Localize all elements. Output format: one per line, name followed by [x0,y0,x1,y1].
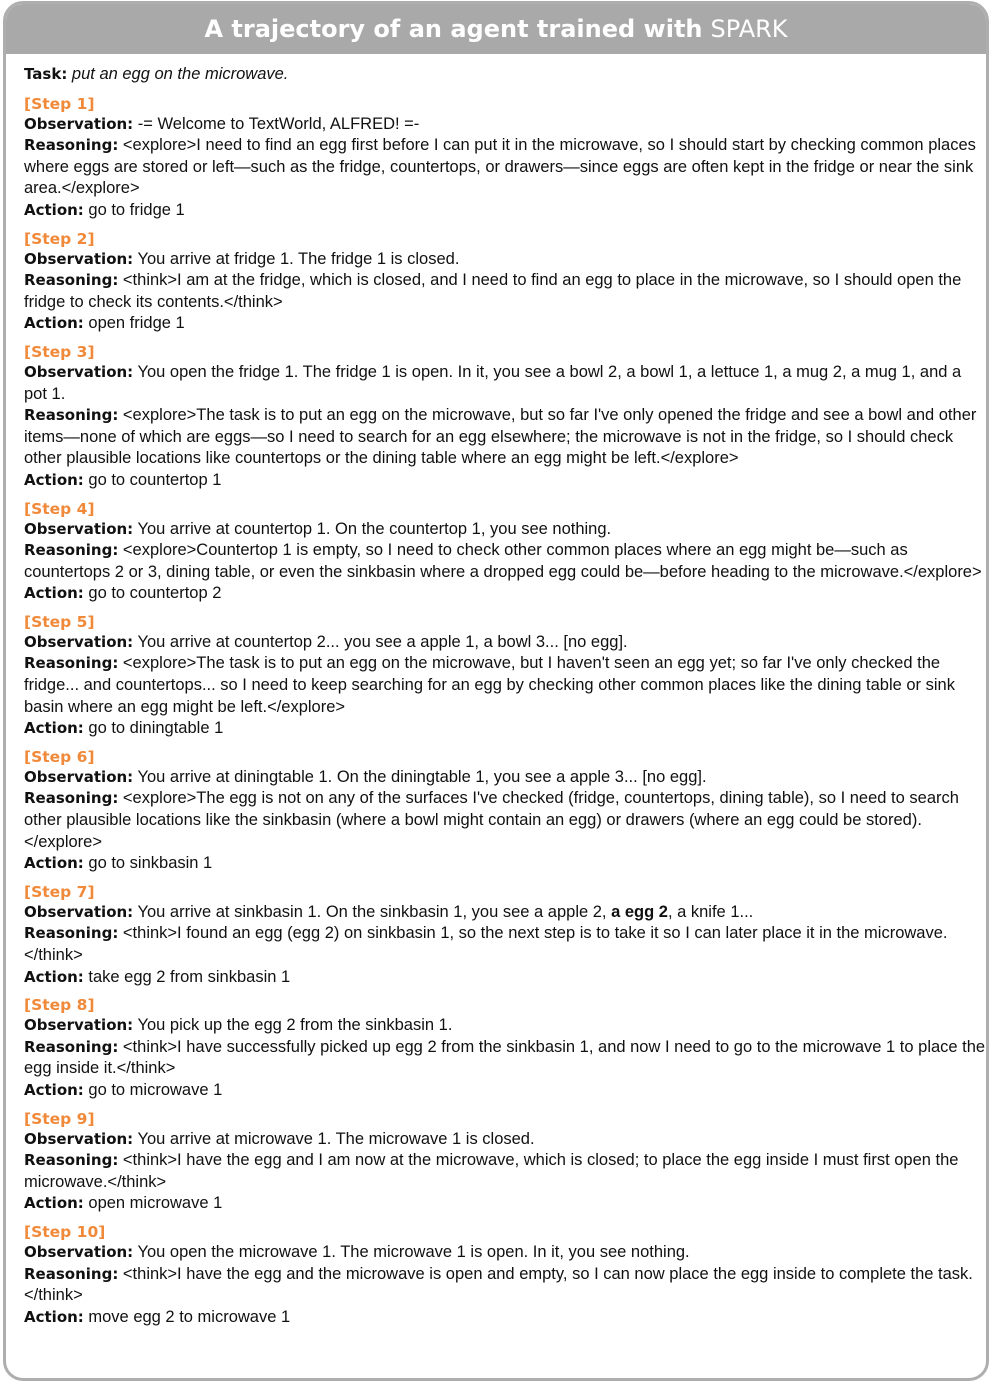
reasoning-text: <think>I have successfully picked up egg 2 from the sinkbasin 1, and now I need to go to the microwave 1 to place the egg inside it.</think> [24,1037,986,1078]
observation-text-tail: , a knife 1... [667,902,754,921]
step-label: [Step 2] [24,229,95,248]
reasoning-text: <explore>The task is to put an egg on the microwave, but I haven't seen an egg yet; so far I've only checked the fridge... and countertops... so I need to keep searching for an egg by checking other common places like the dining table or sink basin where an egg might be left.</explore> [24,654,955,716]
step-label: [Step 5] [24,612,95,631]
action-line [24,1193,986,1215]
observation-key: Observation: [24,362,134,381]
trajectory-content [6,54,986,1328]
reasoning-text: <think>I found an egg (egg 2) on sinkbasin 1, so the next step is to take it so I can later place it in the microwave.</think> [24,924,948,964]
observation-line [24,632,986,654]
observation-text: You arrive at fridge 1. The fridge 1 is closed. [137,249,460,268]
reasoning-key: Reasoning: [24,1264,119,1283]
action-key: Action: [24,719,84,738]
action-key: Action: [24,470,84,489]
observation-key: Observation: [24,249,134,268]
observation-line [24,249,986,271]
reasoning-text: <explore>The egg is not on any of the surfaces I've checked (fridge, countertops, dining table), so I need to search other plausible locations like the sinkbasin (where a bowl might contain an egg) or drawers (where an egg could be stored).</explore> [24,789,959,851]
observation-key: Observation: [24,902,134,921]
action-line [24,1307,986,1329]
observation-text: You arrive at diningtable 1. On the diningtable 1, you see a apple 3... [no egg]. [137,767,707,786]
action-text: open microwave 1 [88,1194,223,1213]
action-key: Action: [24,1194,84,1213]
observation-line [24,767,986,789]
action-line [24,583,986,605]
step-label: [Step 10] [24,1222,106,1241]
action-key: Action: [24,1307,84,1326]
reasoning-key: Reasoning: [24,789,119,808]
reasoning-text: <think>I have the egg and I am now at the microwave, which is closed; to place the egg inside I must first open the microwave.</think> [24,1151,959,1191]
observation-text: You open the fridge 1. The fridge 1 is open. In it, you see a bowl 2, a bowl 1, a lettuce 1, a mug 2, a mug 1, and a pot 1. [24,362,962,403]
observation-text: You arrive at countertop 2... you see a apple 1, a bowl 3... [no egg]. [137,632,628,651]
reasoning-text: <explore>The task is to put an egg on the microwave, but so far I've only opened the fridge and see a bowl and other items—none of which are eggs—so I need to search for an egg elsewhere; the microwave is not in the fridge, so I should check other plausible locations like countertops or the dining table where an egg might be left.</explore> [24,406,977,468]
reasoning-key: Reasoning: [24,654,119,673]
reasoning-line [24,788,986,853]
observation-key: Observation: [24,114,134,133]
header-brand: SPARK [710,15,788,43]
action-text: go to microwave 1 [88,1080,223,1099]
reasoning-key: Reasoning: [24,136,119,155]
reasoning-line [24,540,986,583]
reasoning-line [24,270,986,313]
reasoning-text: <explore>Countertop 1 is empty, so I need to check other common places where an egg might be—such as countertops 2 or 3, dining table, or even the sinkbasin where a dropped egg could be—before heading to the microwave.</explore> [24,541,982,581]
task-line [24,64,986,86]
card-header [6,4,986,54]
step-label: [Step 9] [24,1109,95,1128]
observation-text: -= Welcome to TextWorld, ALFRED! =- [137,114,420,133]
observation-key: Observation: [24,519,134,538]
observation-text: You pick up the egg 2 from the sinkbasin 1. [137,1016,453,1035]
step-label: [Step 7] [24,882,95,901]
step-label: [Step 8] [24,996,95,1015]
observation-text: You arrive at sinkbasin 1. On the sinkbasin 1, you see a apple 2, [137,902,612,921]
observation-key: Observation: [24,1016,134,1035]
reasoning-line [24,135,986,200]
step-label: [Step 6] [24,747,95,766]
reasoning-line [24,653,986,718]
reasoning-key: Reasoning: [24,1037,119,1056]
action-text: move egg 2 to microwave 1 [88,1307,291,1326]
action-line [24,1080,986,1102]
observation-line [24,519,986,541]
observation-text: You arrive at microwave 1. The microwave 1 is closed. [137,1129,535,1148]
trajectory-card [3,1,989,1381]
action-line [24,470,986,492]
observation-text: You arrive at countertop 1. On the countertop 1, you see nothing. [137,519,612,538]
action-text: go to countertop 1 [88,470,222,489]
reasoning-line [24,923,986,966]
reasoning-line [24,1150,986,1193]
reasoning-key: Reasoning: [24,271,119,290]
action-line [24,967,986,989]
action-key: Action: [24,584,84,603]
action-key: Action: [24,967,84,986]
observation-text: You open the microwave 1. The microwave 1 is open. In it, you see nothing. [137,1242,690,1261]
observation-line [24,1242,986,1264]
action-key: Action: [24,854,84,873]
reasoning-line [24,405,986,470]
reasoning-line [24,1037,986,1080]
action-line [24,853,986,875]
action-line [24,718,986,740]
action-text: open fridge 1 [88,314,185,333]
reasoning-text: <explore>I need to find an egg first before I can put it in the microwave, so I should start by checking common places where eggs are stored or left—such as the fridge, countertops, or drawers—since eggs are often kept in the fridge or near the sink area.</explore> [24,136,976,198]
action-text: go to fridge 1 [88,200,185,219]
observation-key: Observation: [24,632,134,651]
observation-line [24,362,986,405]
reasoning-key: Reasoning: [24,1151,119,1170]
observation-line [24,1129,986,1151]
action-line [24,200,986,222]
action-text: go to diningtable 1 [88,719,224,738]
action-text: go to countertop 2 [88,584,222,603]
action-key: Action: [24,1080,84,1099]
observation-line [24,114,986,136]
observation-highlight: a egg 2 [611,902,668,921]
observation-line [24,902,986,924]
step-label: [Step 1] [24,94,95,113]
task-key: Task: [24,65,68,83]
reasoning-key: Reasoning: [24,406,119,425]
step-label: [Step 3] [24,342,95,361]
reasoning-key: Reasoning: [24,924,119,943]
action-text: take egg 2 from sinkbasin 1 [88,967,291,986]
observation-key: Observation: [24,1242,134,1261]
reasoning-text: <think>I am at the fridge, which is closed, and I need to find an egg to place in the microwave, so I should open the fridge to check its contents.</think> [24,271,962,311]
header-title: A trajectory of an agent trained with [204,15,703,43]
action-key: Action: [24,314,84,333]
reasoning-text: <think>I have the egg and the microwave is open and empty, so I can now place the egg inside to complete the task.</think> [24,1264,973,1305]
observation-key: Observation: [24,1129,134,1148]
action-text: go to sinkbasin 1 [88,854,213,873]
reasoning-key: Reasoning: [24,541,119,560]
task-text: put an egg on the microwave. [71,65,289,83]
step-label: [Step 4] [24,499,95,518]
reasoning-line [24,1264,986,1307]
action-line [24,313,986,335]
observation-key: Observation: [24,767,134,786]
action-key: Action: [24,200,84,219]
observation-line [24,1015,986,1037]
